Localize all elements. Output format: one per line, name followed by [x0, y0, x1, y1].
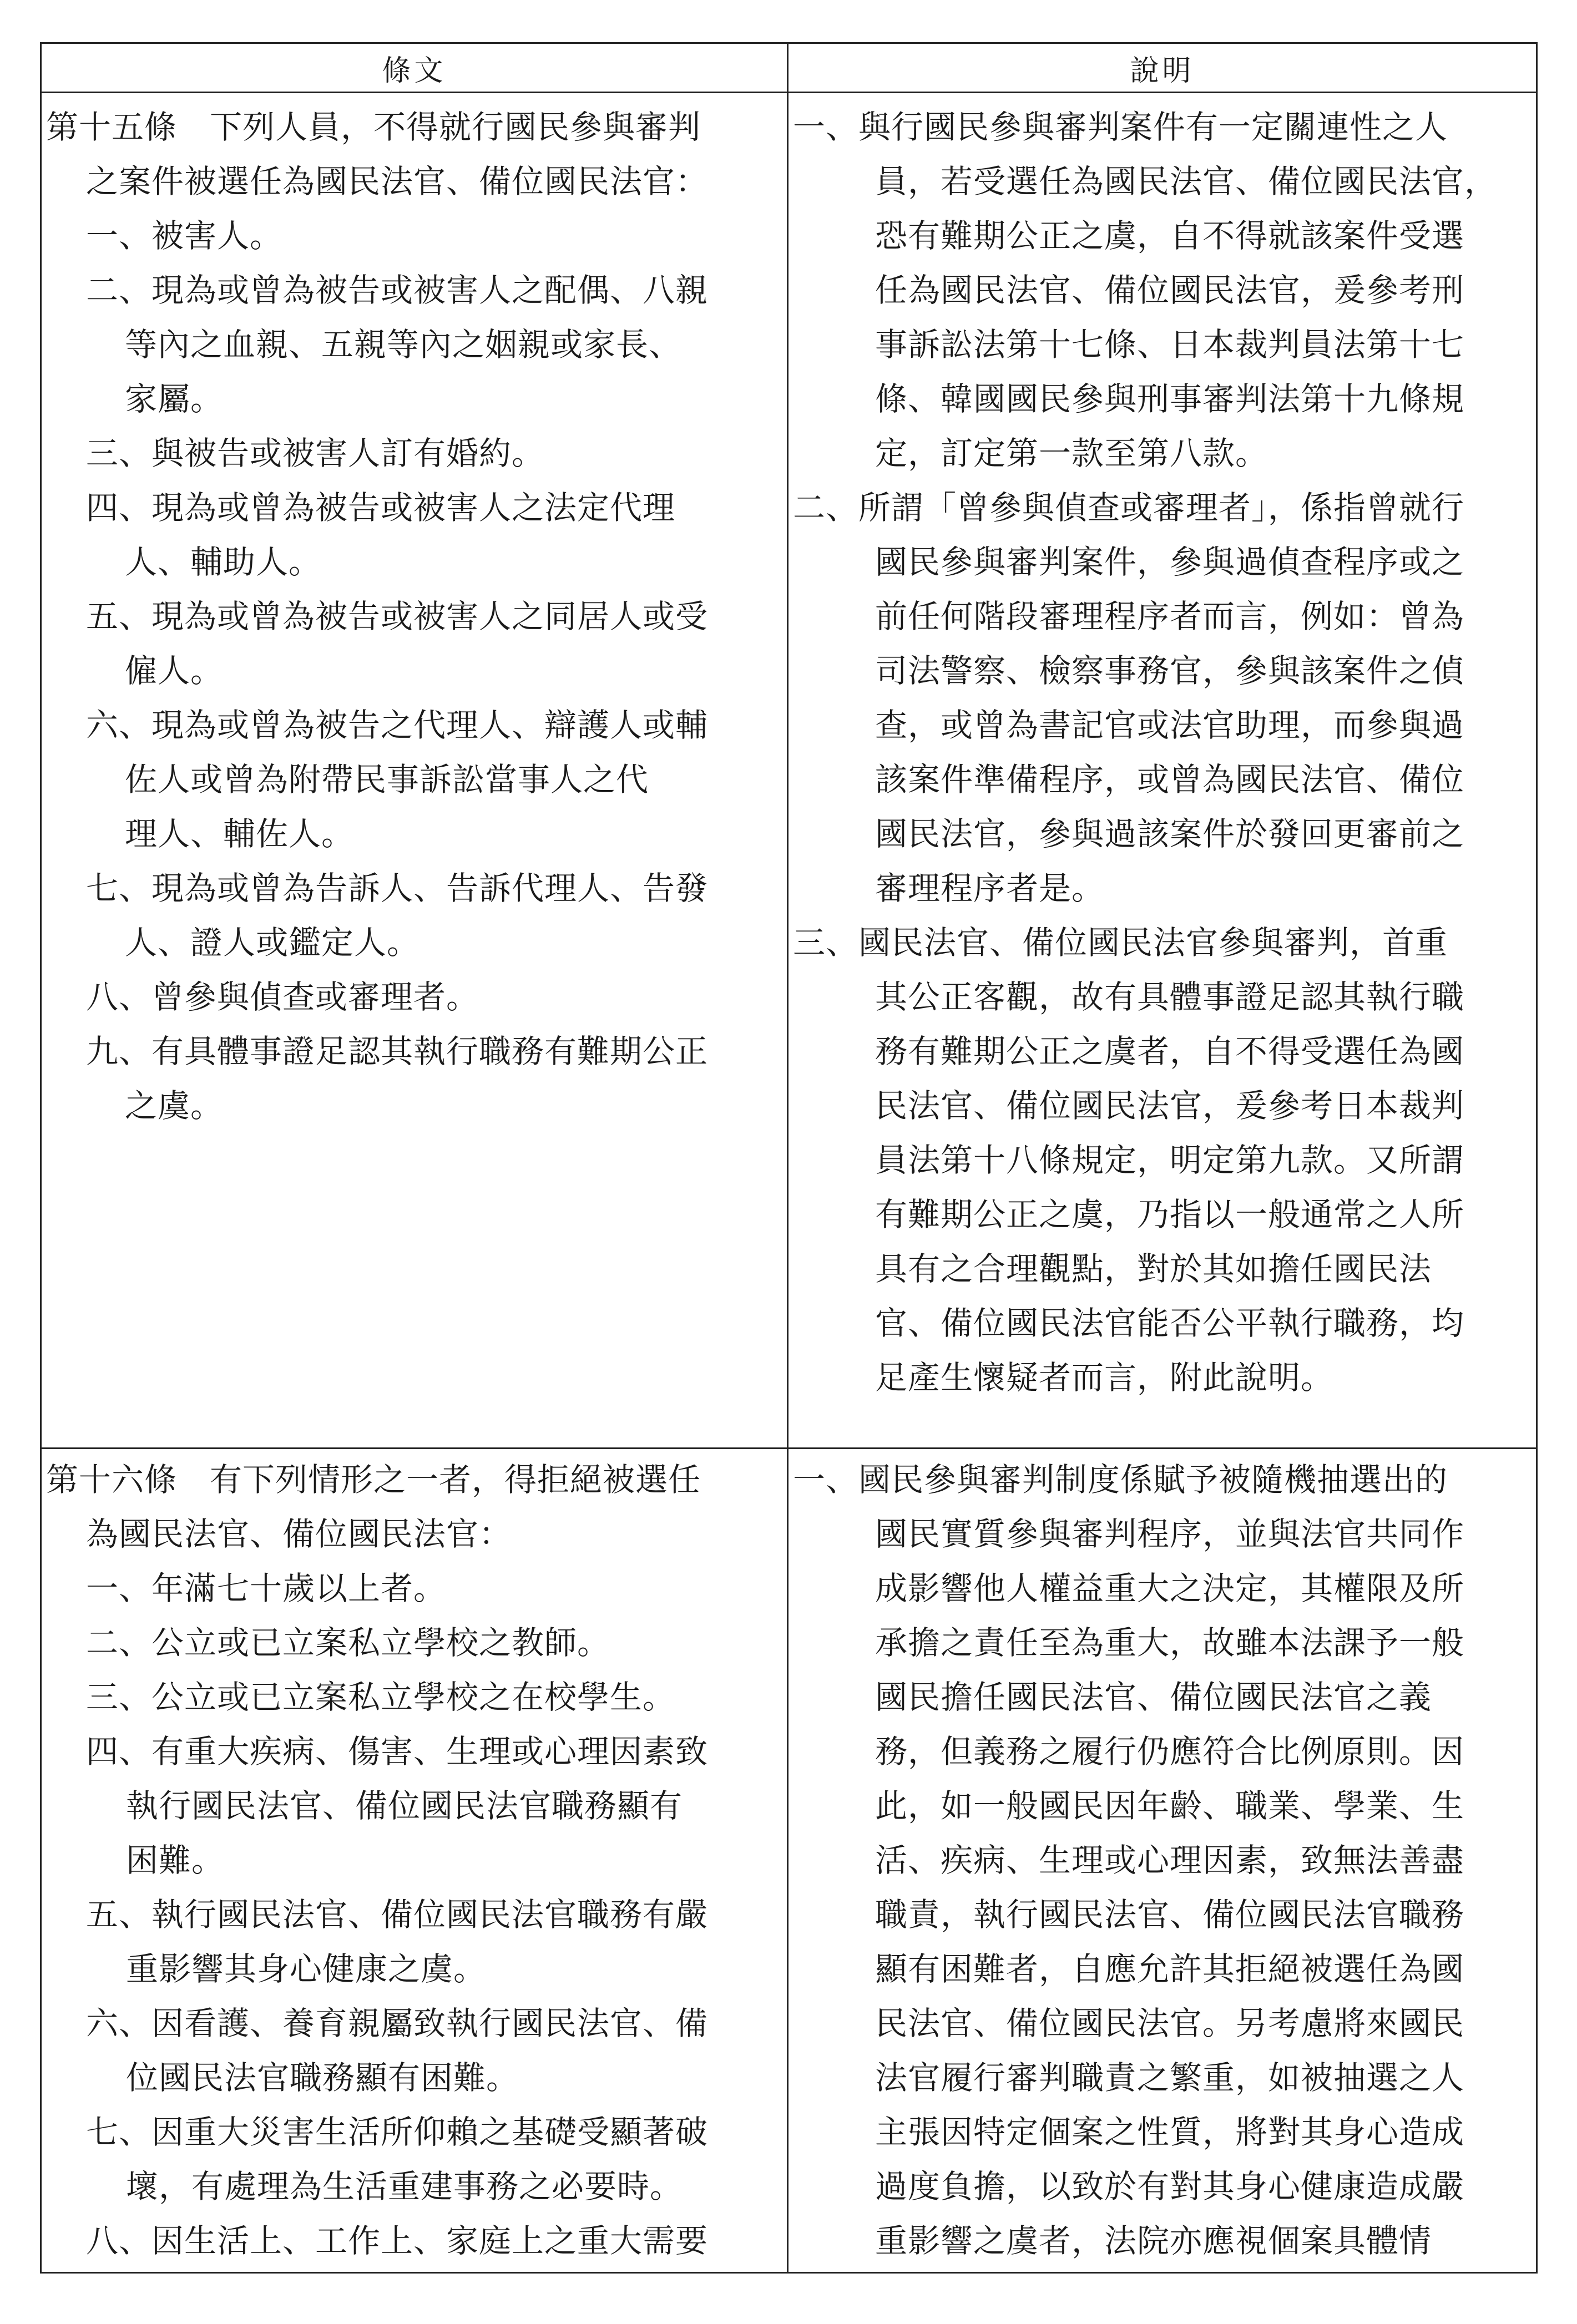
- article-line: 六、因看護、養育親屬致執行國民法官、備: [86, 2004, 709, 2042]
- article-line: 一、被害人。: [86, 217, 283, 255]
- header-articles: 條文: [41, 43, 788, 93]
- explanation-line: 民法官、備位國民法官，爰參考日本裁判: [875, 1087, 1465, 1125]
- article-line: 五、執行國民法官、備位國民法官職務有嚴: [86, 1896, 709, 1933]
- explanation-line: 員法第十八條規定，明定第九款。又所謂: [875, 1141, 1465, 1179]
- article-line: 五、現為或曾為被告或被害人之同居人或受: [86, 598, 709, 635]
- explanation-line: 該案件準備程序，或曾為國民法官、備位: [875, 761, 1465, 798]
- article-line: 佐人或曾為附帶民事訴訟當事人之代: [125, 761, 649, 798]
- article-line: 六、現為或曾為被告之代理人、辯護人或輔: [86, 706, 709, 744]
- explanation-line: 二、所謂「曾參與偵查或審理者」，係指曾就行: [793, 489, 1465, 526]
- article-line: 九、有具體事證足認其執行職務有難期公正: [86, 1032, 709, 1070]
- explanation-line: 足產生懷疑者而言，附此說明。: [875, 1359, 1334, 1396]
- explanation-line: 恐有難期公正之虞，自不得就該案件受選: [875, 217, 1465, 255]
- article-line: 三、公立或已立案私立學校之在校學生。: [86, 1678, 676, 1716]
- explanation-line: 職責，執行國民法官、備位國民法官職務: [875, 1896, 1465, 1933]
- explanation-line: 有難期公正之虞，乃指以一般通常之人所: [875, 1196, 1465, 1233]
- article-line: 家屬。: [125, 380, 224, 418]
- article-line: 理人、輔佐人。: [125, 815, 355, 853]
- explanation-line: 前任何階段審理程序者而言，例如：曾為: [875, 598, 1465, 635]
- article-15-explanation: [788, 93, 1537, 1449]
- article-15-row: [41, 93, 1537, 1449]
- article-line: 僱人。: [125, 652, 224, 690]
- article-line: 執行國民法官、備位國民法官職務顯有: [126, 1787, 683, 1825]
- explanation-line: 國民法官，參與過該案件於發回更審前之: [875, 815, 1465, 853]
- explanation-line: 國民參與審判案件，參與過偵查程序或之: [875, 543, 1465, 581]
- header-row: [41, 43, 1537, 93]
- article-line: 二、公立或已立案私立學校之教師。: [86, 1624, 610, 1662]
- explanation-line: 活、疾病、生理或心理因素，致無法善盡: [875, 1841, 1465, 1879]
- article-line: 八、因生活上、工作上、家庭上之重大需要: [86, 2222, 709, 2260]
- explanation-line: 任為國民法官、備位國民法官，爰參考刑: [875, 271, 1465, 309]
- explanation-line: 國民實質參與審判程序，並與法官共同作: [875, 1515, 1465, 1553]
- explanation-line: 其公正客觀，故有具體事證足認其執行職: [875, 978, 1465, 1016]
- article-16-text: [41, 1449, 788, 2273]
- explanation-line: 此，如一般國民因年齡、職業、學業、生: [875, 1787, 1465, 1825]
- explanation-line: 國民擔任國民法官、備位國民法官之義: [875, 1678, 1432, 1716]
- article-line: 等內之血親、五親等內之姻親或家長、: [125, 326, 682, 363]
- explanation-line: 務，但義務之履行仍應符合比例原則。因: [875, 1733, 1465, 1770]
- article-line: 七、因重大災害生活所仰賴之基礎受顯著破: [86, 2113, 709, 2151]
- explanation-line: 官、備位國民法官能否公平執行職務，均: [875, 1304, 1465, 1342]
- article-line: 第十五條 下列人員，不得就行國民參與審判: [46, 108, 701, 146]
- article-line: 四、有重大疾病、傷害、生理或心理因素致: [86, 1733, 709, 1770]
- explanation-line: 務有難期公正之虞者，自不得受選任為國: [875, 1032, 1465, 1070]
- article-line: 重影響其身心健康之虞。: [126, 1950, 487, 1988]
- explanation-line: 主張因特定個案之性質，將對其身心造成: [875, 2113, 1465, 2151]
- article-line: 人、輔助人。: [125, 543, 322, 581]
- explanation-line: 三、國民法官、備位國民法官參與審判，首重: [793, 924, 1448, 961]
- explanation-line: 定，訂定第一款至第八款。: [875, 434, 1268, 472]
- explanation-line: 一、與行國民參與審判案件有一定關連性之人: [793, 108, 1448, 146]
- explanation-line: 重影響之虞者，法院亦應視個案具體情: [875, 2222, 1432, 2260]
- article-line: 為國民法官、備位國民法官：: [86, 1515, 512, 1553]
- article-line: 八、曾參與偵查或審理者。: [86, 978, 479, 1016]
- article-line: 之案件被選任為國民法官、備位國民法官：: [86, 163, 709, 200]
- article-line: 第十六條 有下列情形之一者，得拒絕被選任: [46, 1461, 701, 1498]
- explanation-line: 民法官、備位國民法官。另考慮將來國民: [875, 2004, 1465, 2042]
- explanation-line: 成影響他人權益重大之決定，其權限及所: [875, 1569, 1465, 1607]
- explanation-line: 事訴訟法第十七條、日本裁判員法第十七: [875, 326, 1465, 363]
- explanation-line: 顯有困難者，自應允許其拒絕被選任為國: [875, 1950, 1465, 1988]
- article-line: 一、年滿七十歲以上者。: [86, 1569, 447, 1607]
- explanation-line: 審理程序者是。: [875, 869, 1105, 907]
- explanation-line: 承擔之責任至為重大，故雖本法課予一般: [875, 1624, 1465, 1662]
- article-line: 二、現為或曾為被告或被害人之配偶、八親: [86, 271, 709, 309]
- article-16-row: [41, 1449, 1537, 2273]
- article-line: 之虞。: [125, 1087, 224, 1125]
- article-line: 位國民法官職務顯有困難。: [126, 2059, 519, 2097]
- explanation-line: 司法警察、檢察事務官，參與該案件之偵: [875, 652, 1465, 690]
- article-15-text: [41, 93, 788, 1449]
- article-16-explanation: [788, 1449, 1537, 2273]
- explanation-line: 具有之合理觀點，對於其如擔任國民法: [875, 1250, 1432, 1288]
- explanation-line: 員，若受選任為國民法官、備位國民法官，: [875, 163, 1498, 200]
- article-line: 壞，有處理為生活重建事務之必要時。: [126, 2168, 683, 2205]
- article-line: 困難。: [126, 1841, 225, 1879]
- header-explanation: 說明: [788, 43, 1537, 93]
- article-line: 四、現為或曾為被告或被害人之法定代理: [86, 489, 676, 526]
- explanation-line: 過度負擔，以致於有對其身心健康造成嚴: [875, 2168, 1465, 2205]
- regulation-table: [40, 42, 1538, 2274]
- article-line: 三、與被告或被害人訂有婚約。: [86, 434, 545, 472]
- article-line: 七、現為或曾為告訴人、告訴代理人、告發: [86, 869, 709, 907]
- explanation-line: 查，或曾為書記官或法官助理，而參與過: [875, 706, 1465, 744]
- explanation-line: 條、韓國國民參與刑事審判法第十九條規: [875, 380, 1465, 418]
- explanation-line: 法官履行審判職責之繁重，如被抽選之人: [875, 2059, 1465, 2097]
- explanation-line: 一、國民參與審判制度係賦予被隨機抽選出的: [793, 1461, 1448, 1498]
- article-line: 人、證人或鑑定人。: [125, 924, 420, 961]
